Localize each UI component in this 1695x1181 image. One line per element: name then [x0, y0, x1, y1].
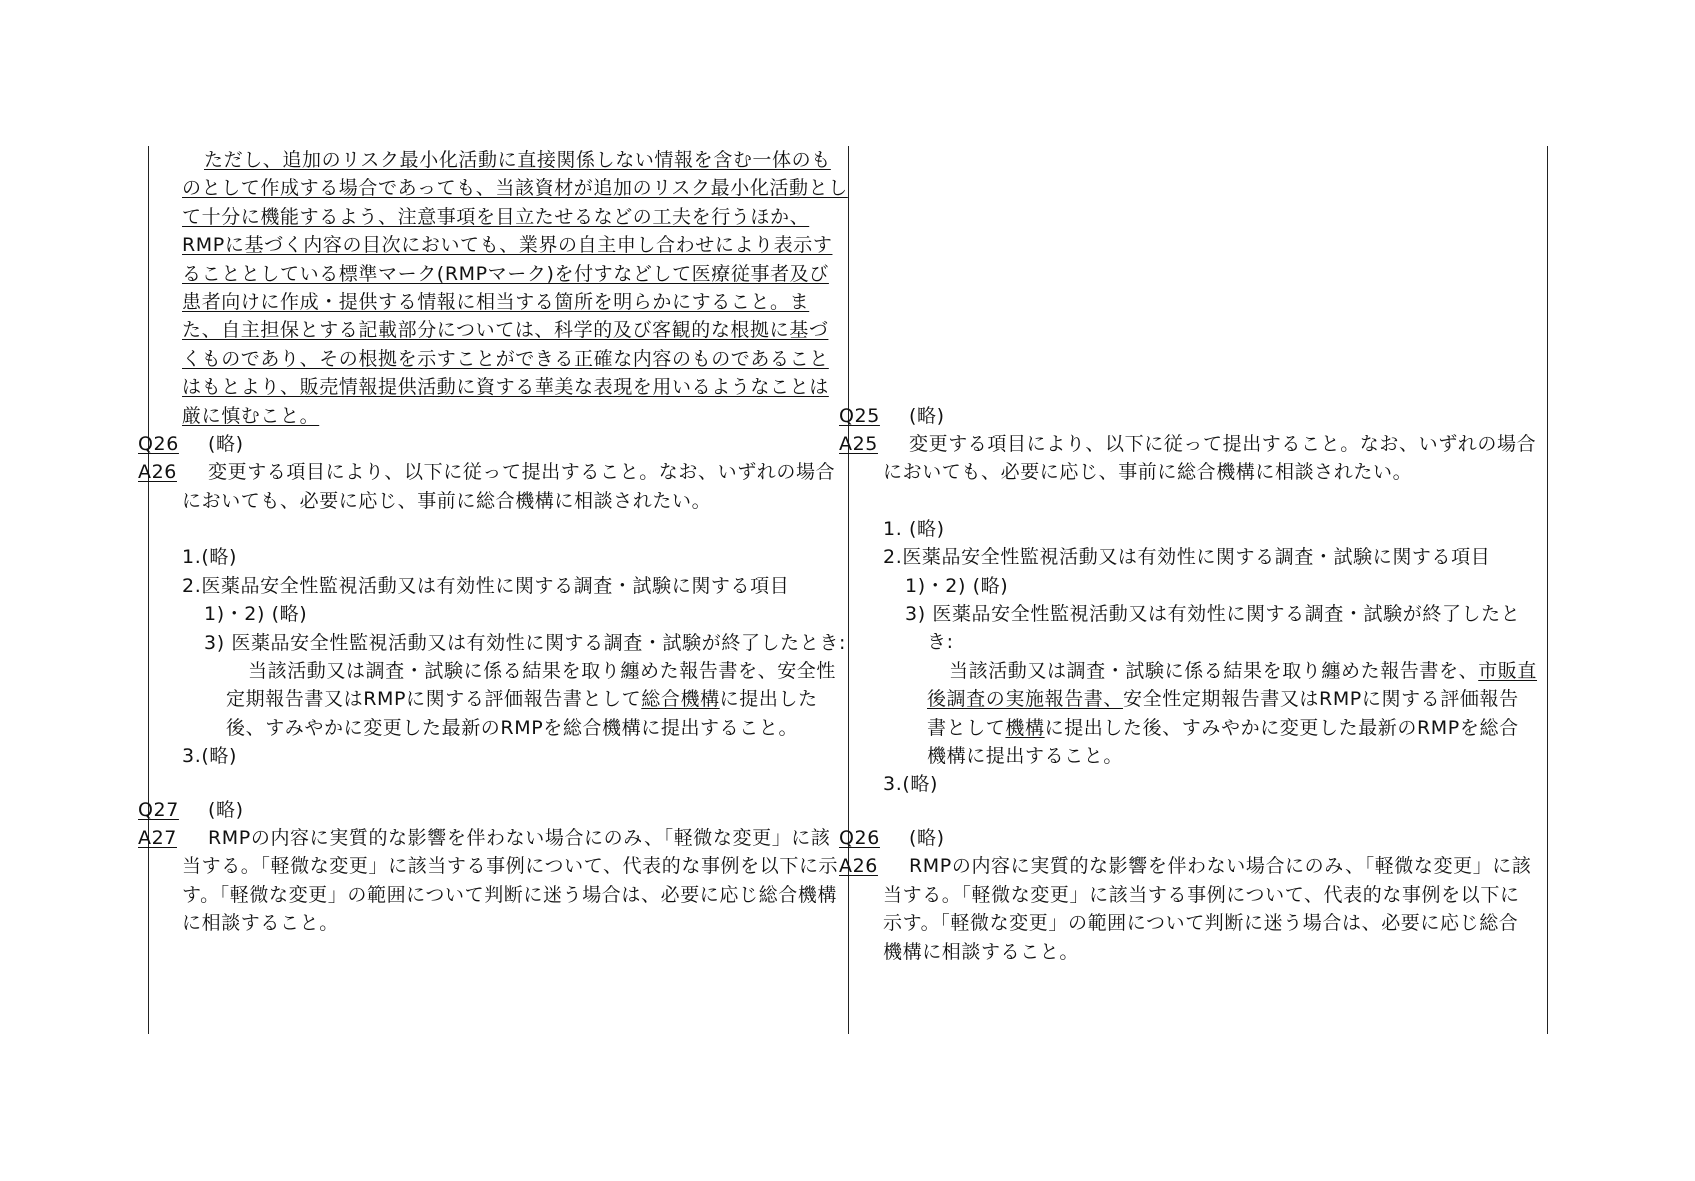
list-item-3: 3.(略): [182, 745, 237, 768]
table-border-left: [148, 146, 149, 1034]
question-row: [839, 402, 1537, 430]
answer-text: 変更する項目により、以下に従って提出すること。なお、いずれの場合においても、必要に応じ、事前に総合機構に相談されたい。: [883, 433, 1537, 484]
body-text-underlined: 機構: [1005, 716, 1045, 739]
table-column-divider: [848, 146, 849, 1034]
answer-row: [138, 458, 848, 515]
list-item-2-sub-3: 3) 医薬品安全性監視活動又は有効性に関する調査・試験が終了したとき:: [905, 603, 1521, 654]
left-column: [138, 146, 848, 938]
right-column: [839, 146, 1538, 966]
question-text: (略): [208, 433, 244, 456]
list-item-2-sub-3-body: [160, 657, 848, 742]
question-text: (略): [909, 404, 945, 427]
list-item-2-sub-3: 3) 医薬品安全性監視活動又は有効性に関する調査・試験が終了したとき:: [204, 631, 846, 654]
body-text: 安全性定期報告書又はRMPに関する評価報告書として: [927, 688, 1519, 739]
spacer: [861, 487, 1537, 515]
body-text: に提出した後、すみやかに変更した最新のRMPを総合機構に提出すること。: [927, 716, 1519, 768]
answer-label: A26: [839, 855, 878, 878]
list-item-1: 1. (略): [883, 517, 945, 540]
question-label: Q26: [839, 826, 880, 849]
question-text: (略): [909, 826, 945, 849]
body-text-underlined: 市販直後調査の実施報告書、: [927, 659, 1538, 711]
list-item-2-sub-3-body: [861, 657, 1537, 771]
list-item-1: 1.(略): [182, 546, 237, 569]
body-text: 当該活動又は調査・試験に係る結果を取り纏めた報告書を、安全性定期報告書又はRMPに関する評価報告書として: [226, 659, 837, 711]
table-border-right: [1547, 146, 1548, 1034]
intro-paragraph: ただし、追加のリスク最小化活動に直接関係しない情報を含む一体のものとして作成する場合であっても、当該資材が追加のリスク最小化活動として十分に機能するよう、注意事項を目立たせるなどの工夫を行うほか、RMPに基づく内容の目次においても、業界の自主申し合わせにより表示することとしている標準マーク(RMPマーク)を付すなどして医療従事者及び患者向けに作成・提供する情報に相当する箇所を明らかにすること。また、自主担保とする記載部分については、科学的及び客観的な根拠に基づくものであり、その根拠を示すことができる正確な内容のものであることはもとより、販売情報提供活動に資する華美な表現を用いるようなことは厳に慎むこと。: [182, 149, 848, 427]
question-text: (略): [208, 798, 244, 821]
spacer: [160, 771, 848, 796]
spacer: [861, 146, 1537, 402]
question-row: [839, 824, 1537, 852]
list-item-3: 3.(略): [883, 773, 938, 796]
answer-text: 変更する項目により、以下に従って提出すること。なお、いずれの場合においても、必要に応じ、事前に総合機構に相談されたい。: [182, 461, 836, 512]
answer-text: RMPの内容に実質的な影響を伴わない場合にのみ、「軽微な変更」に該当する。「軽微な変更」に該当する事例について、代表的な事例を以下に示す。「軽微な変更」の範囲について判断に迷う場合は、必要に応じ総合機構に相談すること。: [182, 826, 839, 935]
answer-label: A25: [839, 433, 878, 455]
comparison-table: [138, 146, 1548, 1034]
question-label: Q27: [138, 798, 179, 821]
answer-text: RMPの内容に実質的な影響を伴わない場合にのみ、「軽微な変更」に該当する。「軽微な変更」に該当する事例について、代表的な事例を以下に示す。「軽微な変更」の範囲について判断に迷う場合は、必要に応じ総合機構に相談すること。: [883, 855, 1532, 963]
question-row: [138, 796, 848, 824]
body-text: に提出した後、すみやかに変更した最新のRMPを総合機構に提出すること。: [226, 688, 818, 739]
body-text-underlined: 総合機構: [641, 688, 720, 711]
spacer: [861, 799, 1537, 824]
spacer: [160, 515, 848, 543]
list-item-2: 2.医薬品安全性監視活動又は有効性に関する調査・試験に関する項目: [883, 546, 1491, 569]
body-text: 当該活動又は調査・試験に係る結果を取り纏めた報告書を、: [949, 659, 1479, 682]
answer-row: [839, 430, 1537, 487]
question-label: Q25: [839, 404, 880, 427]
list-item-2: 2.医薬品安全性監視活動又は有効性に関する調査・試験に関する項目: [182, 574, 790, 597]
answer-row: [839, 852, 1537, 966]
answer-label: A27: [138, 826, 177, 849]
answer-row: [138, 824, 848, 938]
list-item-2-sub-1-2: 1)・2) (略): [204, 603, 308, 626]
question-label: Q26: [138, 433, 179, 456]
question-row: [138, 430, 848, 458]
answer-label: A26: [138, 461, 177, 484]
list-item-2-sub-1-2: 1)・2) (略): [905, 574, 1009, 597]
